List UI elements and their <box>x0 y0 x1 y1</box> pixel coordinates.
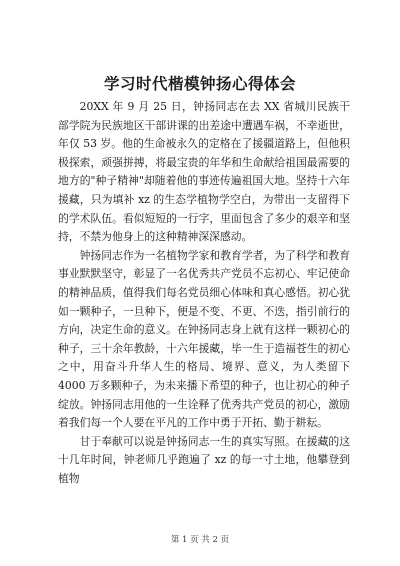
document-body <box>58 98 350 488</box>
paragraph-3: 甘于奉献可以说是钟扬同志一生的真实写照。在援藏的这十几年时间，钟老师几乎跑遍了 xz 的每一寸土地，他攀登到植物 <box>58 434 350 485</box>
paragraph-2: 钟扬同志作为一名植物学家和教育学者，为了科学和教育事业默默坚守，彰显了一名优秀共产党员不忘初心、牢记使命的精神品质，值得我们每名党员细心体味和真心感悟。初心犹如一颗种子，一旦种下，便是不变、不更、不迭，指引前行的方向，决定生命的意义。在钟扬同志身上就有这样一颗初心的种子，三十余年教龄，十六年援藏，毕一生于造福苍生的初心之中，用奋斗升华人生的格局、境界、意义，为人类留下 4000 万多颗种子，为未来播下希望的种子，也让初心的种子绽放。钟扬同志用他的一生诠释了优秀共产党员的初心，激励着我们每一个人要在平凡的工作中勇于开拓、勤于耕耘。 <box>58 248 350 430</box>
paragraph-1: 20XX 年 9 月 25 日，钟扬同志在去 XX 省城川民族干部学院为民族地区干部讲课的出差途中遭遇车祸，不幸逝世，年仅 53 岁。他的生命被永久的定格在了援疆道路上，但他积极探索，顽强拼搏，将最宝贵的年华和生命献给祖国最需要的地方的"种子精神"却随着他的事迹传遍祖国大地。坚持十六年援藏，只为填补 xz 的生态学植物学空白，为带出一支留得下的学术队伍。看似短短的一行字，里面包含了多少的艰辛和坚持，不禁为他身上的这种精神深深感动。 <box>58 100 350 244</box>
page-footer: 第 1 页 共 2 页 <box>170 535 230 545</box>
document-title: 学习时代楷模钟扬心得体会 <box>103 74 296 93</box>
